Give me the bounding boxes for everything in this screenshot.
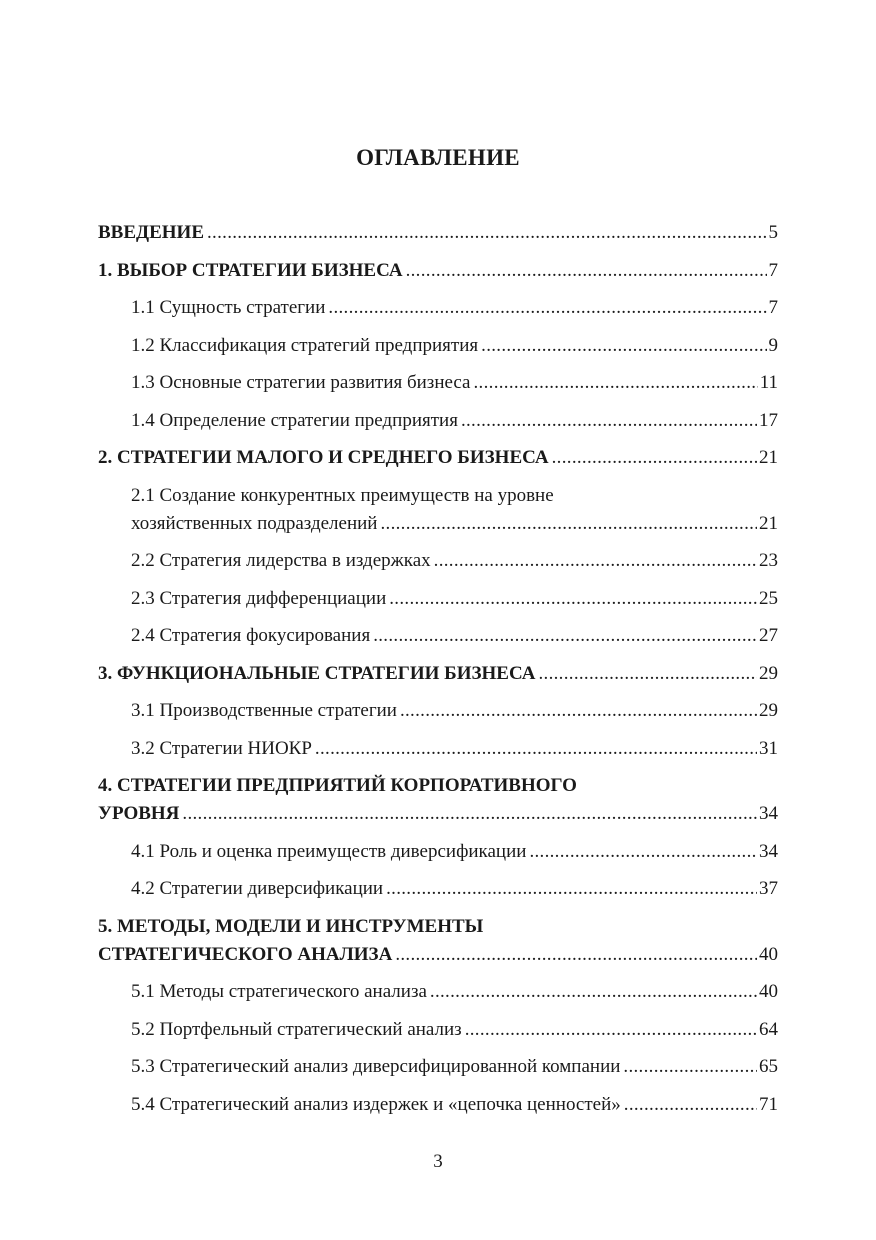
toc-section-entry[interactable] [98,1053,778,1081]
toc-entry-title: 5.2 Портфельный стратегический анализ [131,1018,462,1040]
toc-page-number: 17 [759,409,778,431]
toc-page-number: 34 [759,803,778,824]
page-title: ОГЛАВЛЕНИЕ [356,145,520,170]
dot-leader [434,547,757,575]
dot-leader [207,219,767,247]
toc-page-number: 23 [759,550,778,571]
toc-page-number: 64 [759,1018,778,1040]
dot-leader [395,941,757,969]
toc-entry-title: 3. ФУНКЦИОНАЛЬНЫЕ СТРАТЕГИИ БИЗНЕСА [98,662,536,684]
dot-leader [538,660,757,688]
dot-leader [623,1053,757,1081]
toc-chapter-entry[interactable] [98,444,778,472]
toc-page-number: 40 [759,943,778,965]
toc-entry-title: 1. ВЫБОР СТРАТЕГИИ БИЗНЕСА [98,259,403,281]
dot-leader [389,585,757,613]
toc-entry-title-line1: 2.1 Создание конкурентных преимуществ на уровне [131,484,554,506]
toc-page-number: 65 [759,1056,778,1077]
toc-page-number: 21 [759,447,778,468]
toc-entry-title: 5.1 Методы стратегического анализа [131,981,427,1002]
table-of-contents [98,219,778,1128]
toc-entry-title: ВВЕДЕНИЕ [98,222,204,243]
page-number: 3 [433,1151,443,1172]
toc-entry-title: 1.2 Классификация стратегий предприятия [131,334,479,356]
toc-page-number: 31 [759,737,778,759]
toc-section-entry[interactable] [98,547,778,575]
toc-entry-title: 3.1 Производственные стратегии [131,700,397,721]
toc-section-entry[interactable] [98,407,778,435]
dot-leader [474,369,758,397]
toc-section-entry[interactable] [98,735,778,763]
toc-section-entry[interactable] [98,585,778,613]
toc-entry-title: СТРАТЕГИЧЕСКОГО АНАЛИЗА [98,943,393,965]
toc-entry-title: хозяйственных подразделений [131,512,378,534]
dot-leader [430,978,757,1006]
toc-chapter-entry[interactable] [98,772,778,828]
toc-entry-title: 4.1 Роль и оценка преимуществ диверсификации [131,840,527,862]
toc-section-entry[interactable] [98,838,778,866]
dot-leader [465,1016,757,1044]
dot-leader [380,510,757,538]
dot-leader [624,1091,757,1119]
toc-page-number: 29 [759,700,778,721]
toc-section-entry[interactable] [98,622,778,650]
toc-page-number: 9 [768,334,778,356]
toc-section-entry[interactable] [98,978,778,1006]
toc-section-entry[interactable] [98,875,778,903]
toc-entry-title: УРОВНЯ [98,803,180,824]
dot-leader [386,875,757,903]
toc-entry-title: 1.1 Сущность стратегии [131,297,326,318]
toc-entry-title: 2. СТРАТЕГИИ МАЛОГО И СРЕДНЕГО БИЗНЕСА [98,447,549,468]
toc-entry-title: 5.4 Стратегический анализ издержек и «цепочка ценностей» [131,1093,621,1115]
toc-entry-title: 2.3 Стратегия дифференциации [131,587,387,609]
toc-page-number: 40 [759,981,778,1002]
toc-page-number: 71 [759,1093,778,1115]
toc-page-number: 25 [759,587,778,609]
toc-entry-title: 1.4 Определение стратегии предприятия [131,409,458,431]
toc-entry-title: 5.3 Стратегический анализ диверсифицированной компании [131,1056,621,1077]
dot-leader [529,838,757,866]
toc-entry-title: 4.2 Стратегии диверсификации [131,878,384,899]
toc-entry-title: 3.2 Стратегии НИОКР [131,737,312,759]
toc-page-number: 11 [759,372,778,393]
dot-leader [373,622,757,650]
toc-section-entry[interactable] [98,294,778,322]
toc-section-entry[interactable] [98,332,778,360]
dot-leader [182,800,757,828]
dot-leader [406,257,767,285]
dot-leader [481,332,766,360]
toc-section-entry[interactable] [98,1016,778,1044]
dot-leader [328,294,766,322]
toc-section-entry[interactable] [98,482,778,538]
toc-page-number: 27 [759,625,778,646]
dot-leader [552,444,757,472]
toc-section-entry[interactable] [98,697,778,725]
dot-leader [400,697,757,725]
toc-page-number: 29 [759,662,778,684]
toc-page-number: 7 [768,259,778,281]
toc-page-number: 37 [759,878,778,899]
toc-entry-title-line1: 4. СТРАТЕГИИ ПРЕДПРИЯТИЙ КОРПОРАТИВНОГО [98,775,577,796]
toc-page-number: 5 [768,222,778,243]
toc-entry-title: 2.2 Стратегия лидерства в издержках [131,550,431,571]
toc-chapter-entry[interactable] [98,219,778,247]
toc-section-entry[interactable] [98,1091,778,1119]
toc-page-number: 21 [759,512,778,534]
toc-page-number: 34 [759,840,778,862]
toc-entry-title-line1: 5. МЕТОДЫ, МОДЕЛИ И ИНСТРУМЕНТЫ [98,915,484,937]
toc-section-entry[interactable] [98,369,778,397]
toc-chapter-entry[interactable] [98,913,778,969]
toc-entry-title: 2.4 Стратегия фокусирования [131,625,371,646]
dot-leader [315,735,757,763]
toc-chapter-entry[interactable] [98,257,778,285]
toc-chapter-entry[interactable] [98,660,778,688]
toc-page-number: 7 [768,297,778,318]
toc-entry-title: 1.3 Основные стратегии развития бизнеса [131,372,471,393]
dot-leader [461,407,757,435]
